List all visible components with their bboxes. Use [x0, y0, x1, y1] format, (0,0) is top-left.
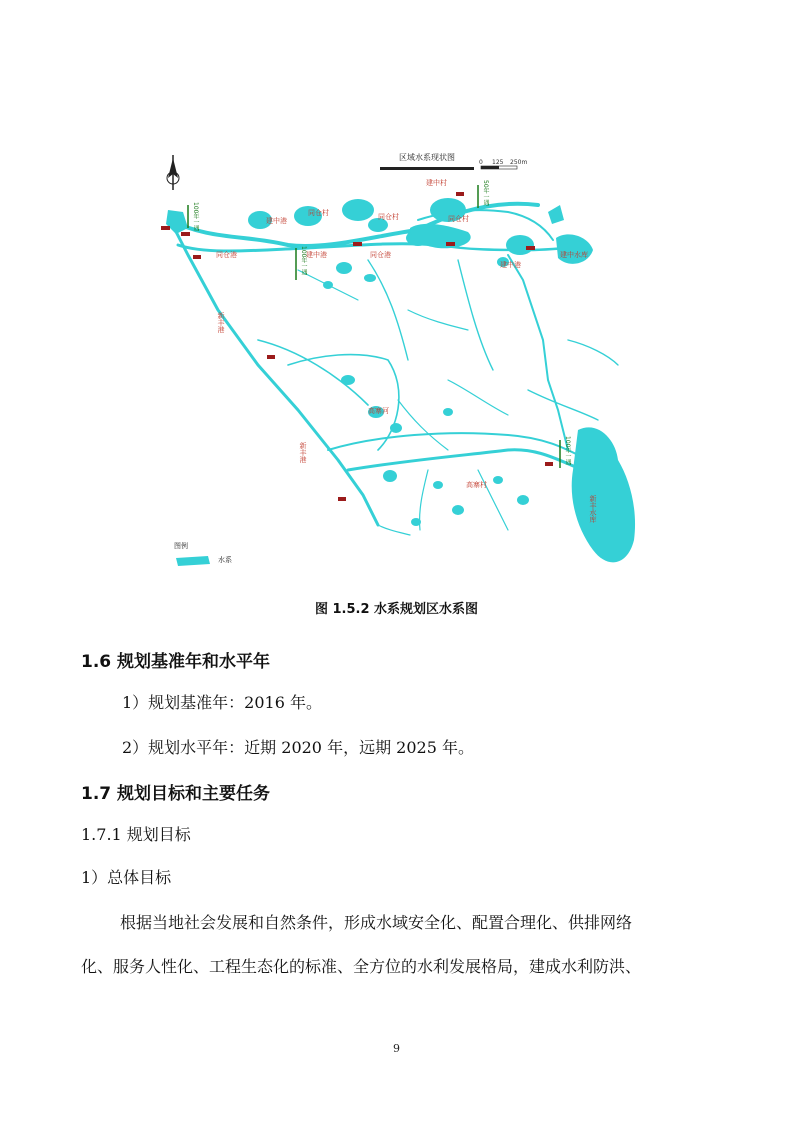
place-label: 高寨村	[466, 481, 487, 489]
place-label: 新丰港	[217, 312, 225, 333]
scale-bar	[481, 166, 517, 169]
place-label: 高寨河	[368, 407, 389, 415]
place-label: 建中水库	[560, 251, 588, 259]
north-arrow-icon	[167, 155, 179, 190]
body-text: 1）规划基准年：2016 年。	[122, 693, 322, 712]
place-label: 建中港	[266, 217, 287, 225]
scale-label: 125	[492, 159, 504, 166]
map-title-rule	[380, 167, 474, 170]
place-label: 新丰水库	[589, 495, 597, 523]
place-label: 同仓村	[448, 215, 469, 223]
legend-title: 图例	[174, 542, 188, 550]
body-text: 1）总体目标	[81, 868, 172, 887]
section-heading: 1.7 规划目标和主要任务	[81, 784, 271, 804]
body-text: 根据当地社会发展和自然条件，形成水域安全化、配置合理化、供排网络	[120, 913, 633, 932]
place-label: 同仓港	[216, 251, 237, 259]
subsection-heading: 1.7.1 规划目标	[81, 825, 191, 844]
body-text: 2）规划水平年：近期 2020 年，远期 2025 年。	[122, 738, 474, 757]
place-label: 新丰港	[299, 442, 307, 463]
place-label: 建中港	[306, 251, 327, 259]
place-label: 同仓村	[308, 209, 329, 217]
body-text: 化、服务人性化、工程生态化的标准、全方位的水利发展格局，建成水利防洪、	[81, 957, 642, 976]
figure-caption: 图 1.5.2 水系规划区水系图	[314, 602, 479, 617]
structure-label: 100年一遇	[300, 246, 307, 276]
scale-label: 250m	[510, 159, 528, 166]
structure-label: 100年一遇	[564, 436, 571, 466]
legend-label: 水系	[218, 556, 232, 564]
place-label: 同仓港	[370, 251, 391, 259]
page-number: 9	[393, 1042, 400, 1055]
structure-label: 100年一遇	[192, 202, 199, 232]
map-title: 区域水系现状图	[399, 153, 455, 162]
place-label: 同仓村	[378, 213, 399, 221]
section-heading: 1.6 规划基准年和水平年	[81, 652, 271, 672]
place-label: 建中港	[500, 261, 521, 269]
water-system-map	[148, 150, 638, 580]
place-label: 建中村	[426, 179, 447, 187]
scale-label: 0	[479, 159, 483, 166]
structure-label: 50年一遇	[482, 180, 489, 206]
